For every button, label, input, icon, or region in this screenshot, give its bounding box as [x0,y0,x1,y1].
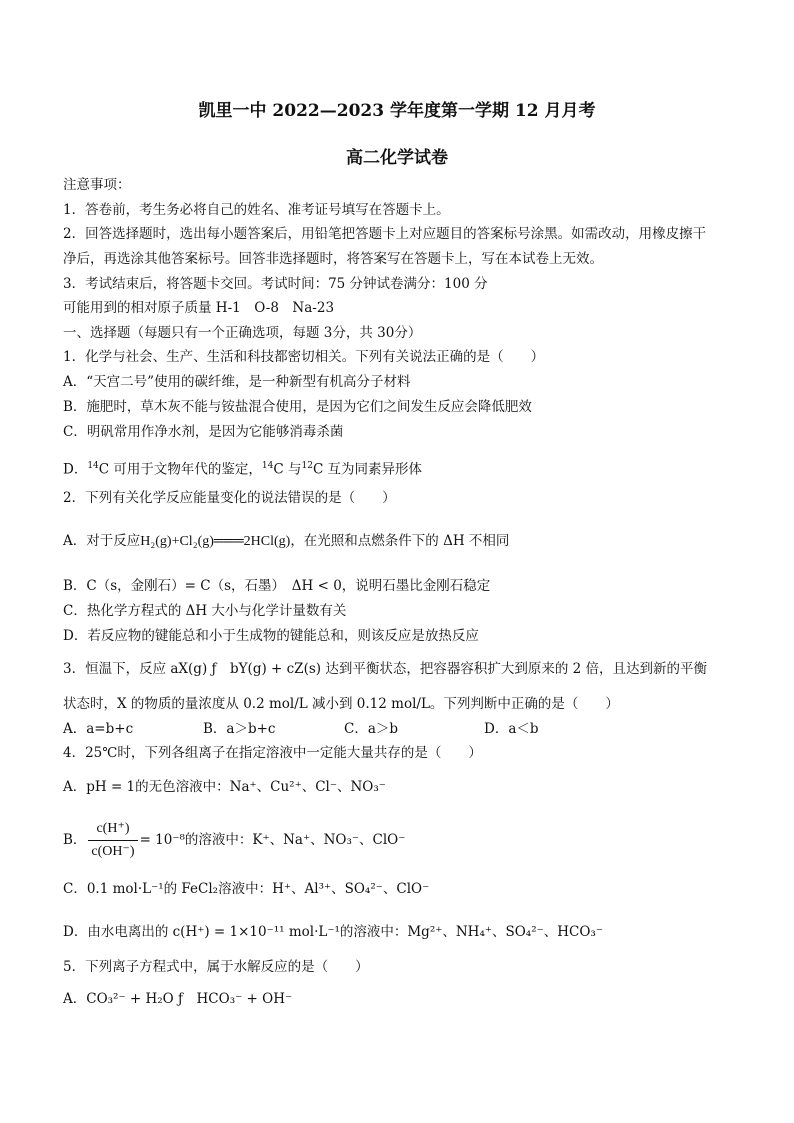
question-1-stem: 1．化学与社会、生产、生活和科技都密切相关。下列有关说法正确的是（ ） [63,349,545,365]
note-1: 1．答卷前，考生务必将自己的姓名、准考证号填写在答题卡上。 [63,202,450,218]
question-2-option-b: B．C（s，金刚石）= C（s，石墨） ΔH < 0，说明石墨比金刚石稳定 [63,578,491,594]
question-1-option-d: D．$^{14}$C 可用于文物年代的鉴定，$^{14}$C 与$^{12}$C 互为同素异形体 [63,461,423,478]
question-3-option-b: B．a＞b+c [203,721,276,737]
question-2-stem: 2．下列有关化学反应能量变化的说法错误的是（ ） [63,490,396,506]
question-4-option-d: D．由水电离出的 c(H⁺) = 1×10⁻¹¹ mol·L⁻¹的溶液中：Mg²⁺、NH₄⁺、SO₄²⁻、HCO₃⁻ [63,924,603,940]
question-3-stem-line-2: 状态时，X 的物质的量浓度从 0.2 mol/L 减小到 0.12 mol/L。下列判断中正确的是（ ） [63,696,619,712]
question-3-option-c: C．a＞b [344,721,399,737]
question-4-option-b: B． $\frac{c(H^+)}{c(OH^-)}$ = 10⁻⁸的溶液中：K⁺、Na⁺、NO₃⁻、ClO⁻ [63,818,754,863]
question-3-option-a: A．a=b+c [63,721,134,737]
notes-heading: 注意事项： [63,177,131,193]
question-5-stem: 5．下列离子方程式中，属于水解反应的是（ ） [63,959,369,975]
question-5-option-a: A．CO₃²⁻ + H₂O ƒ HCO₃⁻ + OH⁻ [63,991,293,1007]
section-heading: 一、选择题（每题只有一个正确选项，每题 3分，共 30分） [63,325,422,341]
question-3-option-d: D．a＜b [484,721,539,737]
exam-subtitle: 高二化学试卷 [346,148,448,168]
atomic-masses: 可能用到的相对原子质量 H-1 O-8 Na-23 [63,300,335,316]
question-3-stem-line-1: 3．恒温下，反应 aX(g) ƒ bY(g) + cZ(s) 达到平衡状态，把容器容积扩大到原来的 2 倍，且达到新的平衡 [63,661,707,677]
question-4-option-c: C．0.1 mol·L⁻¹的 FeCl₂溶液中：H⁺、Al³⁺、SO₄²⁻、ClO⁻ [63,881,430,897]
question-4-stem: 4．25℃时，下列各组离子在指定溶液中一定能大量共存的是（ ） [63,745,482,761]
question-1-option-c: C．明矾常用作净水剂，是因为它能够消毒杀菌 [63,424,344,440]
question-4-option-a: A．pH = 1的无色溶液中：Na⁺、Cu²⁺、Cl⁻、NO₃⁻ [63,779,386,795]
question-1-option-b: B．施肥时，草木灰不能与铵盐混合使用，是因为它们之间发生反应会降低肥效 [63,399,532,415]
exam-title: 凯里一中 2022—2023 学年度第一学期 12 月月考 [198,101,596,121]
note-2-line-2: 净后，再选涂其他答案标号。回答非选择题时，将答案写在答题卡上，写在本试卷上无效。 [63,251,603,267]
question-2-option-d: D．若反应物的键能总和小于生成物的键能总和，则该反应是放热反应 [63,628,479,644]
question-2-option-c: C．热化学方程式的 ΔH 大小与化学计量数有关 [63,603,347,619]
question-1-option-a: A．“天宫二号”使用的碳纤维，是一种新型有机高分子材料 [63,374,411,390]
concentration-fraction: $\frac{c(H^+)}{c(OH^-)}$ [88,818,137,863]
question-2-option-a: A．对于反应H₂(g)+Cl₂(g)═══2HCl(g)，在光照和点燃条件下的 ΔH 不相同 [63,533,510,549]
note-3: 3．考试结束后，将答题卡交回。考试时间：75 分钟试卷满分：100 分 [63,276,488,292]
note-2-line-1: 2．回答选择题时，选出每小题答案后，用铅笔把答题卡上对应题目的答案标号涂黑。如需改动，用橡皮擦干 [63,226,707,242]
